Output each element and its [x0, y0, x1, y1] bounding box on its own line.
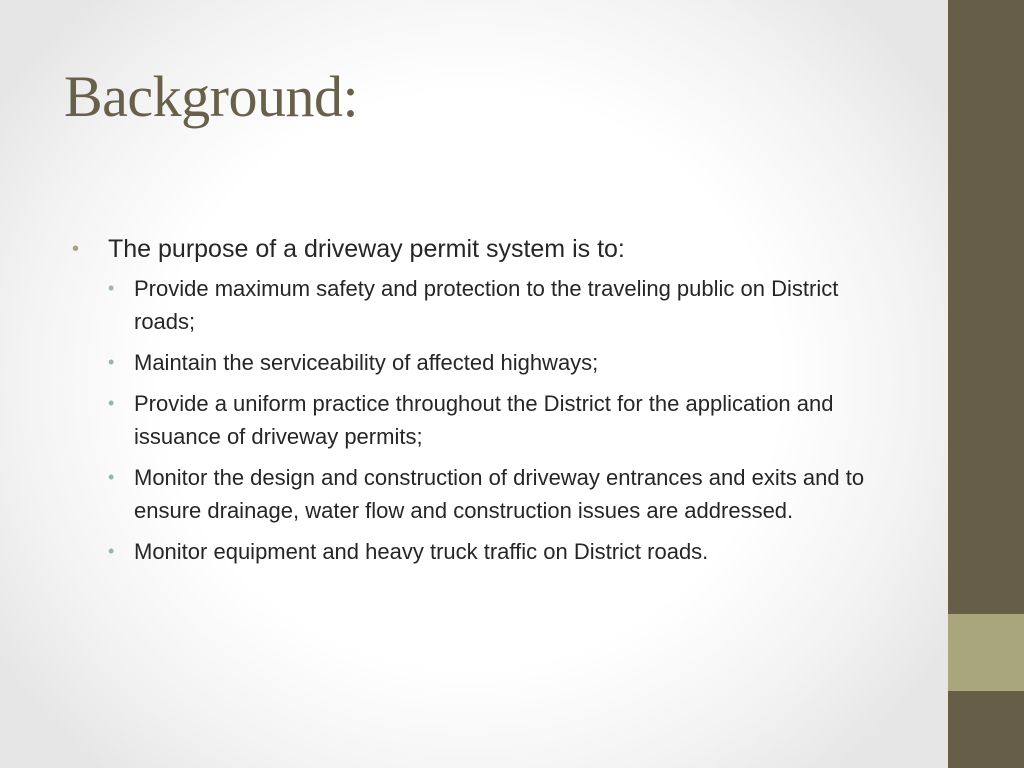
bullet-l2-icon: • — [108, 541, 115, 561]
sub-bullet-item — [72, 346, 902, 379]
main-bullet-text: The purpose of a driveway permit system is to: — [108, 235, 625, 263]
bullet-l1-icon: • — [72, 238, 80, 260]
bullet-l2-icon: • — [108, 278, 115, 298]
sub-bullet-text: Provide a uniform practice throughout the District for the application and issuance of driveway permits; — [134, 391, 834, 449]
sub-bullet-item — [72, 461, 902, 527]
sub-bullet-text: Provide maximum safety and protection to the traveling public on District roads; — [134, 276, 839, 334]
main-bullet-item — [72, 230, 902, 268]
sub-bullet-text: Maintain the serviceability of affected highways; — [134, 350, 599, 375]
sub-bullet-list — [72, 272, 902, 568]
sub-bullet-item — [72, 387, 902, 453]
side-band-light-accent — [948, 614, 1024, 691]
slide-title: Background: — [64, 64, 359, 129]
slide-content — [72, 230, 902, 576]
side-decoration-band — [948, 0, 1024, 768]
side-band-dark-bottom — [948, 691, 1024, 768]
sub-bullet-text: Monitor the design and construction of driveway entrances and exits and to ensure drainage, water flow and construction issues are addressed. — [134, 465, 865, 523]
sub-bullet-text: Monitor equipment and heavy truck traffic on District roads. — [134, 539, 709, 564]
bullet-l2-icon: • — [108, 352, 115, 372]
side-band-dark-top — [948, 0, 1024, 614]
sub-bullet-item — [72, 535, 902, 568]
bullet-l2-icon: • — [108, 467, 115, 487]
sub-bullet-item — [72, 272, 902, 338]
bullet-l2-icon: • — [108, 393, 115, 413]
